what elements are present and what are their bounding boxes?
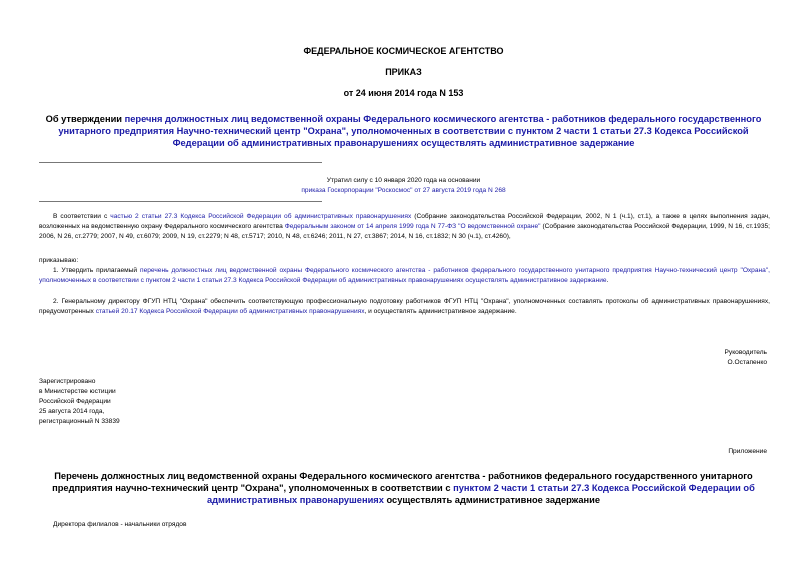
- list-title-text-2: осуществлять административное задержание: [383, 495, 601, 505]
- list-title-text-1: Перечень должностных лиц ведомственной охраны Федерального космического агентства - работников федерального государственного унитарного предприятия научно-технический центр "Охрана", уполномоченных в соответствии с: [52, 471, 753, 493]
- signature-block: [725, 348, 767, 368]
- registration-block: [39, 377, 120, 427]
- signer-role: Руководитель: [724, 349, 767, 356]
- title-prefix: Об утверждении: [45, 114, 125, 124]
- agency-name: ФЕДЕРАЛЬНОЕ КОСМИЧЕСКОЕ АГЕНТСТВО: [303, 46, 504, 56]
- list-item: Директора филиалов - начальники отрядов: [53, 521, 187, 528]
- order-item-2: [39, 297, 770, 317]
- preamble-link-federal-law[interactable]: Федеральным законом от 14 апреля 1999 года N 77-ФЗ "О ведомственной охране": [284, 223, 541, 230]
- item1-text-1: 1. Утвердить прилагаемый: [53, 267, 141, 274]
- list-title: [30, 470, 777, 506]
- preamble-text-1: В соответствии с: [53, 213, 111, 220]
- preamble-paragraph: [39, 212, 770, 242]
- item2-link-article[interactable]: статьей 20.17 Кодекса Российской Федерации об административных правонарушениях: [95, 308, 365, 315]
- document-title: [40, 113, 767, 149]
- status-note: [0, 176, 807, 196]
- appendix-label: Приложение: [728, 448, 767, 455]
- preamble-link-code-article[interactable]: частью 2 статьи 27.3 Кодекса Российской Федерации об административных правонарушениях: [110, 213, 412, 220]
- registration-line: Российской Федерации: [39, 398, 111, 405]
- preamble-text-2: (Собрание законодательства Российской Федерации, 2002, N 1 (ч.1), ст.1), а также в целях выполнения задач, возложенных на ведомственную охрану Федерального космического агентства: [39, 213, 771, 230]
- document-date-number: от 24 июня 2014 года N 153: [343, 88, 464, 98]
- item2-text-1: 2. Генеральному директору ФГУП НТЦ "Охрана" обеспечить соответствующую профессиональную подготовку работников ФГУП НТЦ "Охрана", уполномоченных составлять протоколы об административных правонарушениях, предусмотренных: [39, 298, 770, 315]
- status-note-link[interactable]: приказа Госкорпорации "Роскосмос" от 27 августа 2019 года N 268: [301, 187, 506, 194]
- list-title-link[interactable]: пунктом 2 части 1 статьи 27.3 Кодекса Российской Федерации об административных правонарушениях: [206, 483, 755, 505]
- signer-name: О.Остапенко: [727, 359, 767, 366]
- item1-text-2: .: [606, 277, 609, 284]
- registration-line: регистрационный N 33839: [39, 418, 120, 425]
- title-link[interactable]: перечня должностных лиц ведомственной охраны Федерального космического агентства - работников федерального государственного унитарного предприятия Научно-технический центр "Охрана", уполномоченных в соответствии с пунктом 2 части 1 статьи 27.3 Кодекса Российской Федерации об административных правонарушениях осуществлять административное задержание: [58, 114, 762, 148]
- registration-line: 25 августа 2014 года,: [39, 408, 105, 415]
- divider-bottom: [39, 201, 322, 202]
- order-word: приказываю:: [39, 257, 79, 264]
- registration-line: Зарегистрировано: [39, 378, 96, 385]
- item2-text-2: , и осуществлять административное задержание.: [364, 308, 517, 315]
- registration-line: в Министерстве юстиции: [39, 388, 116, 395]
- preamble-text-3: (Собрание законодательства Российской Федерации, 1999, N 16, ст.1935; 2006, N 26, ст.2779; 2007, N 49, ст.6079; 2009, N 19, ст.2279; N 48, ст.5717; 2010, N 48, ст.6246; 2011, N 27, ст.3867; 2014, N 16, ст.1832; N 30 (ч.1), ст.4260),: [39, 223, 771, 240]
- divider-top: [39, 162, 322, 163]
- item1-link-list[interactable]: перечень должностных лиц ведомственной охраны Федерального космического агентства - работников федерального государственного унитарного предприятия Научно-технический центр "Охрана", уполномоченных в соответствии с пунктом 2 части 1 статьи 27.3 Кодекса Российской Федерации об административных правонарушениях осуществлять административное задержание: [39, 267, 770, 284]
- document-type: ПРИКАЗ: [385, 67, 422, 77]
- order-item-1: [39, 266, 770, 286]
- status-note-text: Утратил силу с 10 января 2020 года на основании: [326, 177, 481, 184]
